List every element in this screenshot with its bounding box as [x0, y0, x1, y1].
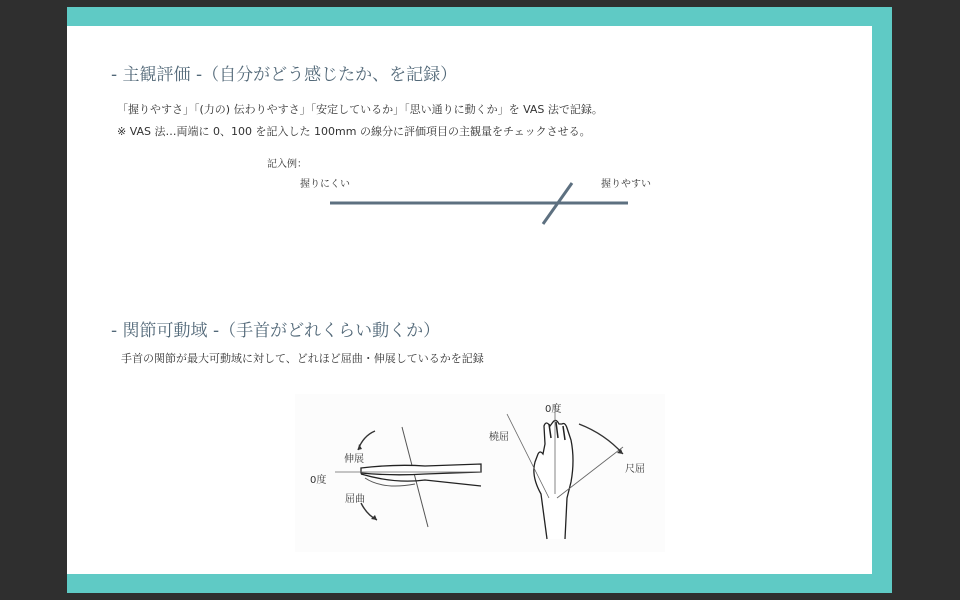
subjective-eval-description: 「握りやすさ」「(力の) 伝わりやすさ」「安定しているか」「思い通りに動くか」を VAS 法で記録。: [117, 103, 603, 116]
zero-degree-front-label: 0度: [545, 404, 562, 415]
wrist-rom-figure: [295, 394, 665, 552]
ulnar-deviation-label: 尺屈: [625, 464, 645, 475]
wrist-rom-diagram: [295, 394, 665, 552]
radial-deviation-label: 橈屈: [489, 432, 509, 443]
example-label: 記入例：: [267, 159, 307, 170]
scale-left-label: 握りにくい: [300, 179, 350, 190]
flexion-label: 屈曲: [345, 494, 365, 505]
slide: [67, 26, 872, 574]
subjective-eval-heading: - 主観評価 -（自分がどう感じたか、を記録）: [111, 65, 458, 85]
vas-scale: [317, 176, 647, 236]
extension-label: 伸展: [344, 454, 364, 465]
rom-heading: - 関節可動域 -（手首がどれくらい動くか）: [111, 321, 441, 341]
vas-method-note: ※ VAS 法…両端に 0、100 を記入した 100mm の線分に評価項目の主観量をチェックさせる。: [117, 125, 591, 138]
scale-right-label: 握りやすい: [601, 179, 651, 190]
zero-degree-side-label: 0度: [310, 475, 327, 486]
rom-description: 手首の関節が最大可動域に対して、どれほど屈曲・伸展しているかを記録: [121, 352, 484, 365]
